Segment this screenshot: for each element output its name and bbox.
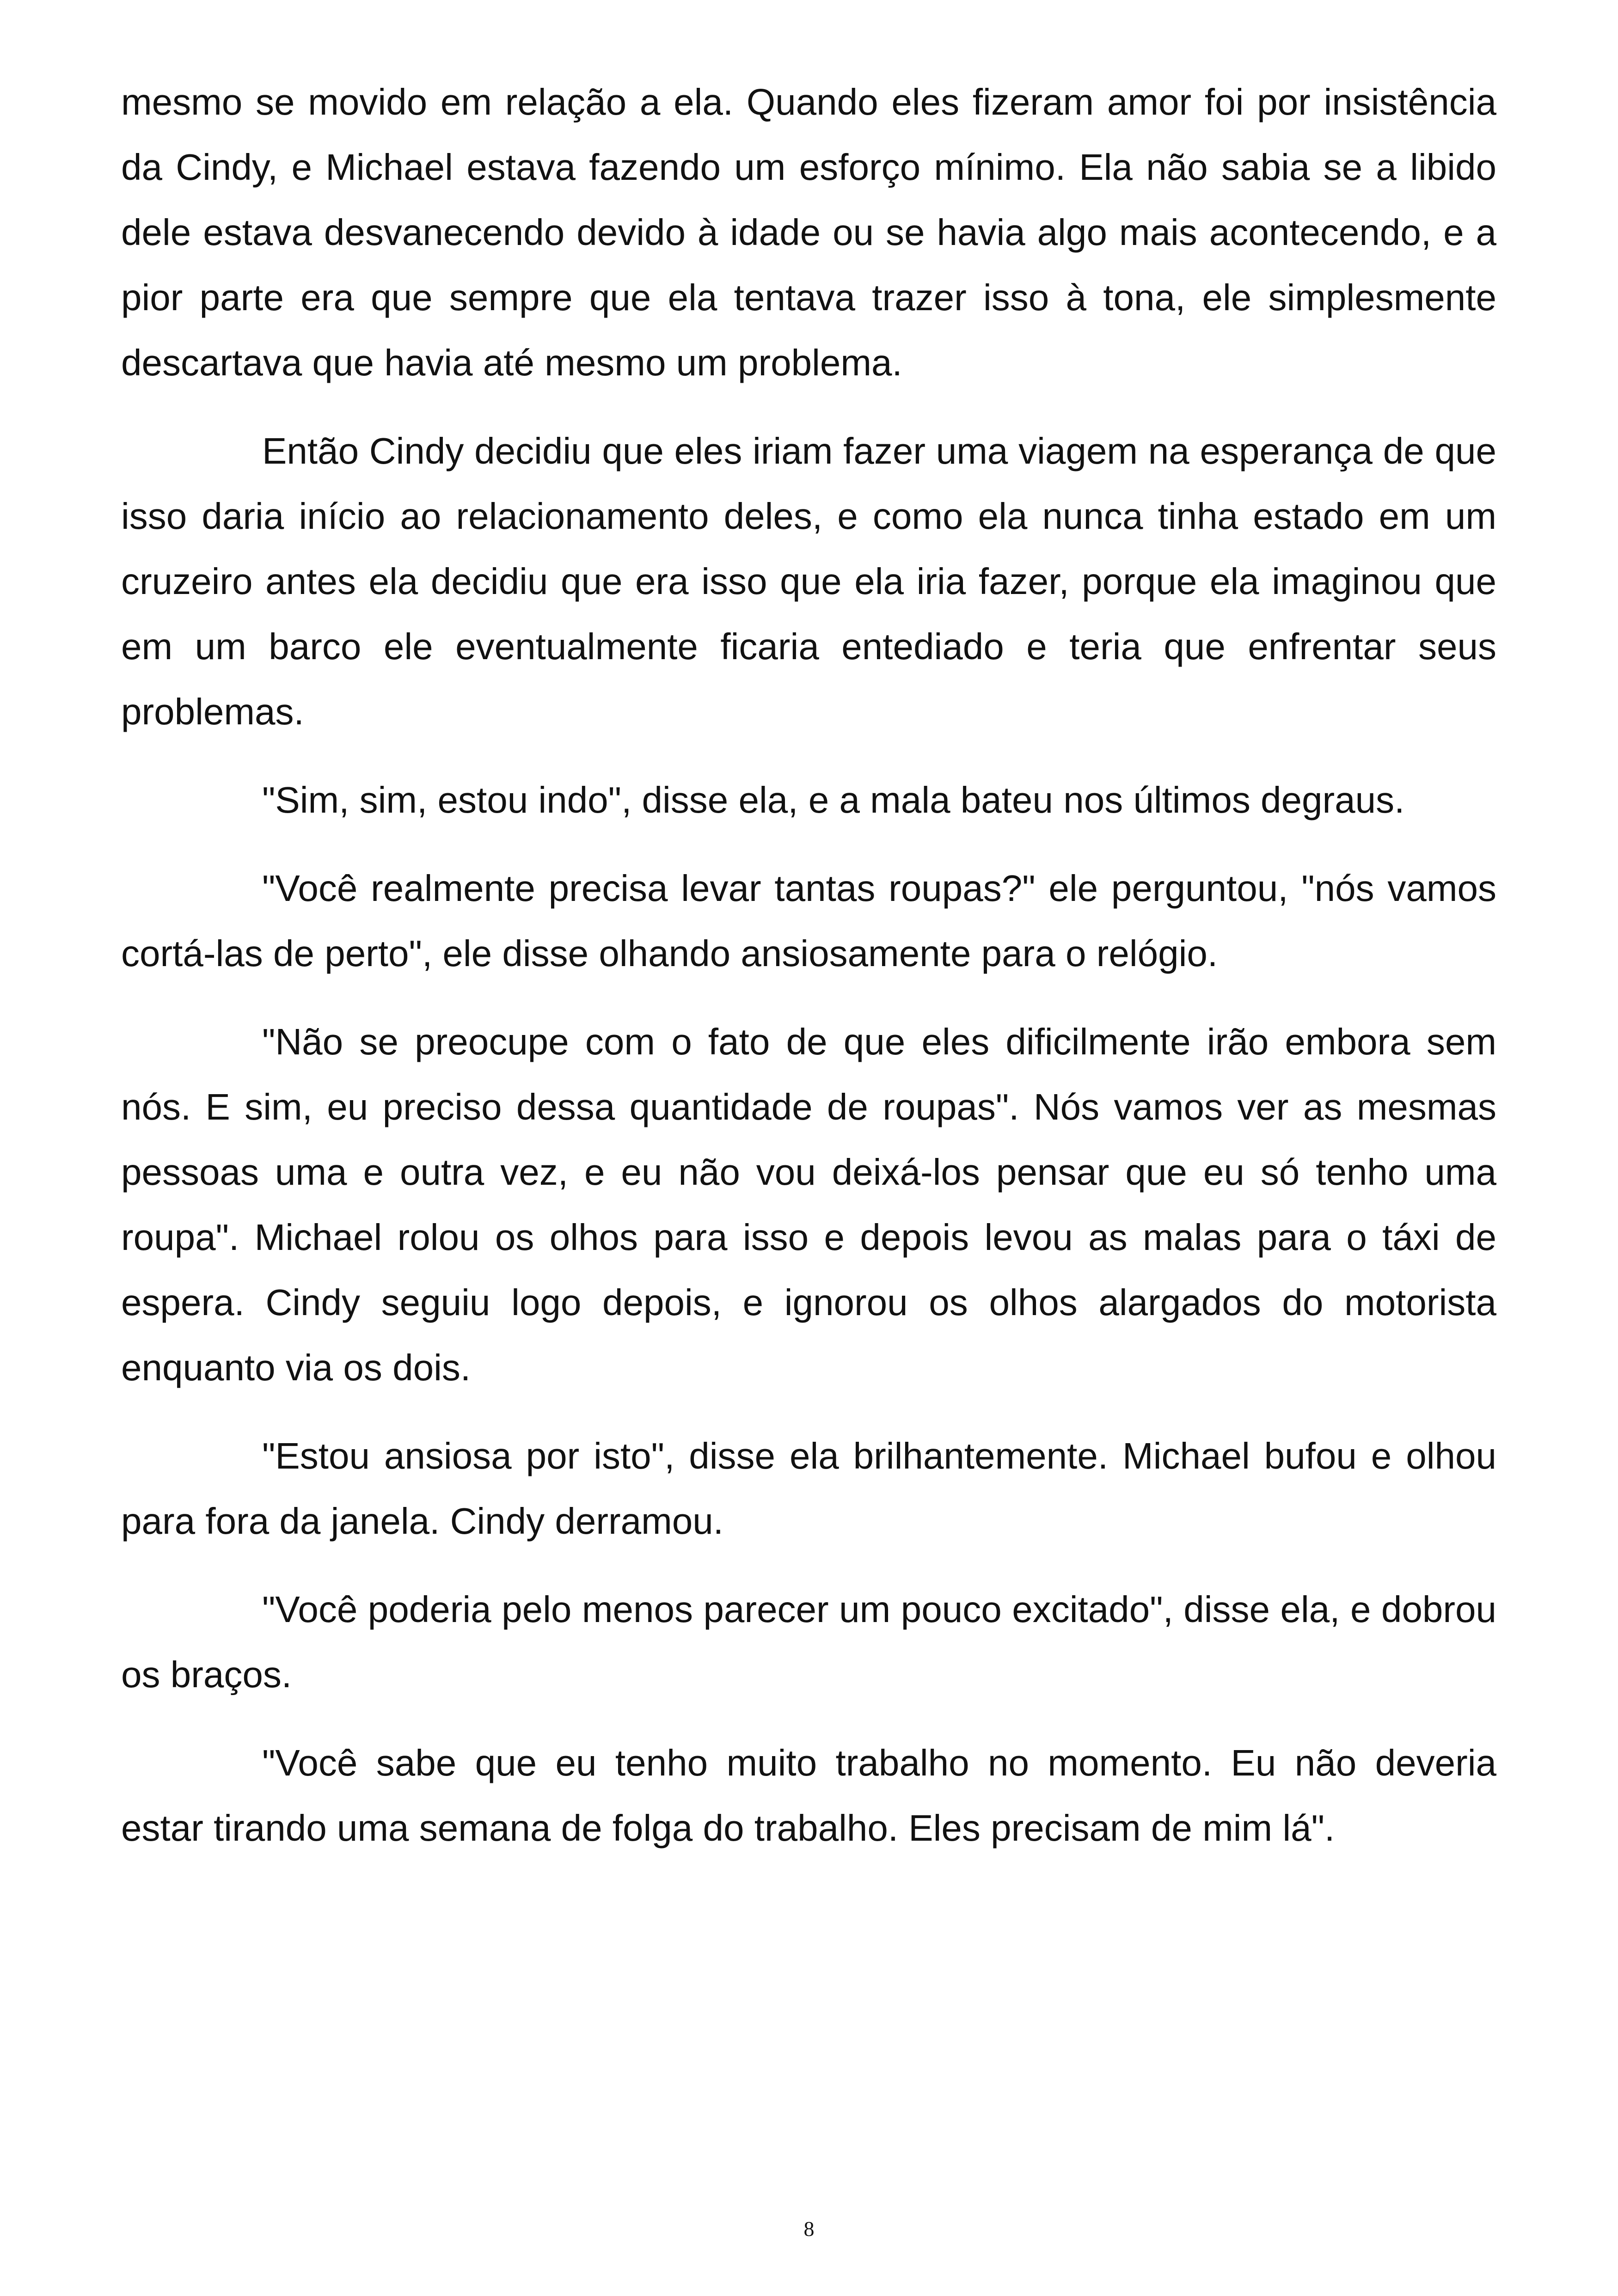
paragraph-5: "Não se preocupe com o fato de que eles dificilmente irão embora sem nós. E sim, eu preciso dessa quantidade de roupas". Nós vamos ver as mesmas pessoas uma e outra vez, e eu não vou deixá-los pensar que eu só tenho uma roupa". Michael rolou os olhos para isso e depois levou as malas para o táxi de espera. Cindy seguiu logo depois, e ignorou os olhos alargados do motorista enquanto via os dois.	[121, 1021, 1496, 1388]
paragraph-4: "Você realmente precisa levar tantas roupas?" ele perguntou, "nós vamos cortá-las de perto", ele disse olhando ansiosamente para o relógio.	[121, 868, 1496, 974]
page-number: 8	[803, 2217, 815, 2241]
paragraph-1: mesmo se movido em relação a ela. Quando eles fizeram amor foi por insistência da Cindy, e Michael estava fazendo um esforço mínimo. Ela não sabia se a libido dele estava desvanecendo devido à idade ou se havia algo mais acontecendo, e a pior parte era que sempre que ela tentava trazer isso à tona, ele simplesmente descartava que havia até mesmo um problema.	[121, 81, 1496, 383]
document-body	[121, 69, 1496, 1884]
paragraph-8: "Você sabe que eu tenho muito trabalho no momento. Eu não deveria estar tirando uma semana de folga do trabalho. Eles precisam de mim lá".	[121, 1742, 1496, 1849]
paragraph-3: "Sim, sim, estou indo", disse ela, e a mala bateu nos últimos degraus.	[262, 779, 1405, 820]
paragraph-2: Então Cindy decidiu que eles iriam fazer uma viagem na esperança de que isso daria início ao relacionamento deles, e como ela nunca tinha estado em um cruzeiro antes ela decidiu que era isso que ela iria fazer, porque ela imaginou que em um barco ele eventualmente ficaria entediado e teria que enfrentar seus problemas.	[121, 430, 1496, 732]
paragraph-7: "Você poderia pelo menos parecer um pouco excitado", disse ela, e dobrou os braços.	[121, 1589, 1496, 1695]
paragraph-6: "Estou ansiosa por isto", disse ela brilhantemente. Michael bufou e olhou para fora da janela. Cindy derramou.	[121, 1435, 1496, 1542]
